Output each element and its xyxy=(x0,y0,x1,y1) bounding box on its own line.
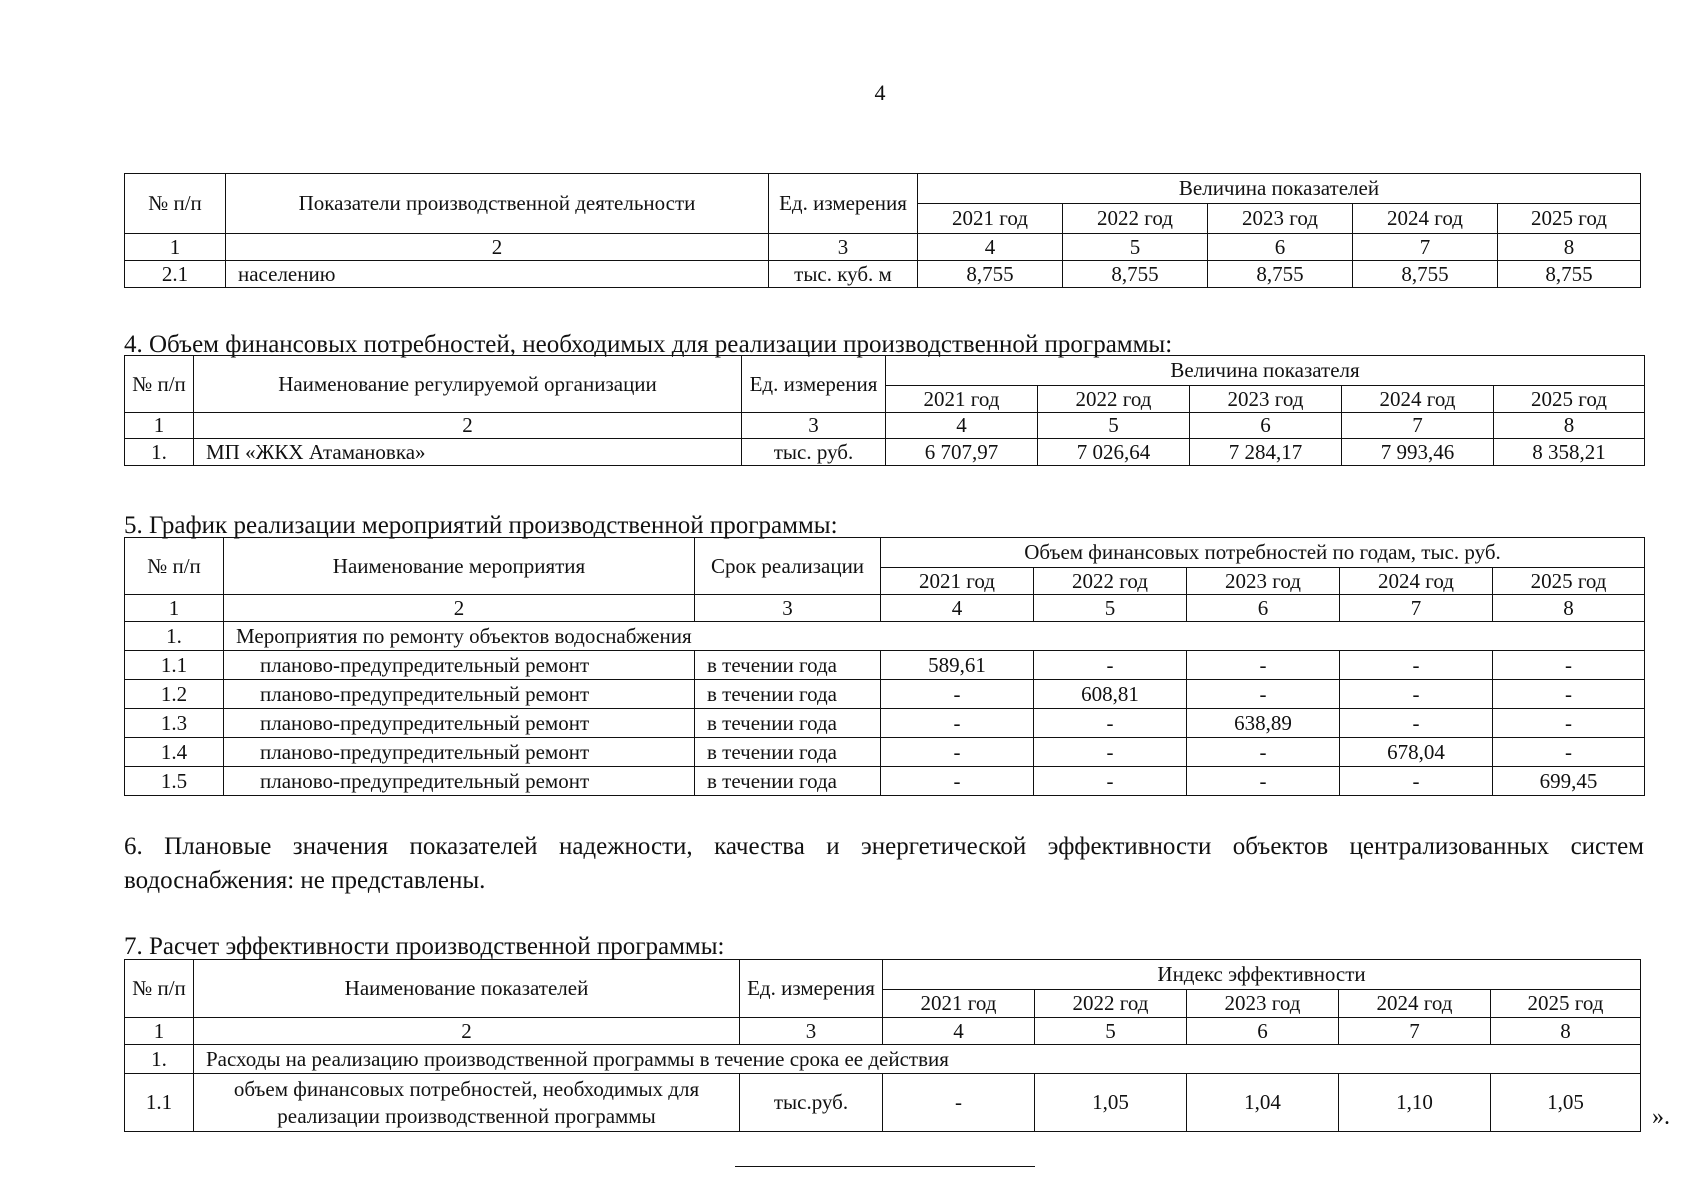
row-value: 7 284,17 xyxy=(1190,439,1342,466)
row-term: в течении года xyxy=(695,738,881,767)
group-name: Расходы на реализацию производственной программы в течение срока ее действия xyxy=(194,1045,1641,1074)
row-value: - xyxy=(1340,680,1493,709)
index-cell: 6 xyxy=(1187,1018,1339,1045)
index-cell: 5 xyxy=(1035,1018,1187,1045)
row-name: планово-предупредительный ремонт xyxy=(224,680,695,709)
row-value: - xyxy=(1340,651,1493,680)
row-value: 8 358,21 xyxy=(1494,439,1645,466)
index-cell: 7 xyxy=(1340,595,1493,622)
row-value: - xyxy=(881,738,1034,767)
row-number: 1.1 xyxy=(125,651,224,680)
production-indicators-table xyxy=(124,173,1641,288)
header-unit: Ед. измерения xyxy=(740,960,883,1018)
index-cell: 4 xyxy=(881,595,1034,622)
column-index-row xyxy=(125,1018,1641,1045)
row-name: планово-предупредительный ремонт xyxy=(224,651,695,680)
row-value: - xyxy=(1034,767,1187,796)
header-year: 2023 год xyxy=(1208,204,1353,234)
index-cell: 6 xyxy=(1187,595,1340,622)
row-value: - xyxy=(883,1074,1035,1132)
row-name: планово-предупредительный ремонт xyxy=(224,767,695,796)
row-value: 699,45 xyxy=(1493,767,1645,796)
page-number: 4 xyxy=(874,80,886,105)
header-year: 2022 год xyxy=(1035,990,1187,1018)
table-row xyxy=(125,767,1645,796)
header-year: 2023 год xyxy=(1190,386,1342,413)
row-value: - xyxy=(1187,738,1340,767)
header-year: 2021 год xyxy=(883,990,1035,1018)
row-term: в течении года xyxy=(695,709,881,738)
row-value: 8,755 xyxy=(1353,261,1498,288)
row-number: 1.5 xyxy=(125,767,224,796)
row-value: 7 993,46 xyxy=(1342,439,1494,466)
header-year: 2024 год xyxy=(1340,568,1493,595)
index-cell: 4 xyxy=(886,413,1038,439)
index-cell: 6 xyxy=(1190,413,1342,439)
row-name: объем финансовых потребностей, необходимых для реализации производственной программы xyxy=(194,1074,740,1132)
row-value: 8,755 xyxy=(1498,261,1641,288)
row-unit: тыс.руб. xyxy=(740,1074,883,1132)
column-index-row xyxy=(125,595,1645,622)
index-cell: 1 xyxy=(125,595,224,622)
header-values-group: Величина показателей xyxy=(918,174,1641,204)
header-number: № п/п xyxy=(125,174,226,234)
header-year: 2022 год xyxy=(1038,386,1190,413)
header-year: 2022 год xyxy=(1034,568,1187,595)
header-indicator-name: Наименование показателей xyxy=(194,960,740,1018)
row-value: - xyxy=(1493,738,1645,767)
row-value: 638,89 xyxy=(1187,709,1340,738)
header-organization-name: Наименование регулируемой организации xyxy=(194,356,742,413)
index-cell: 3 xyxy=(742,413,886,439)
group-name: Мероприятия по ремонту объектов водоснабжения xyxy=(224,622,1645,651)
index-cell: 8 xyxy=(1493,595,1645,622)
row-value: 8,755 xyxy=(1208,261,1353,288)
row-value: 1,05 xyxy=(1491,1074,1641,1132)
row-value: - xyxy=(1187,680,1340,709)
index-cell: 2 xyxy=(226,234,769,261)
header-term: Срок реализации xyxy=(695,538,881,595)
header-unit: Ед. измерения xyxy=(742,356,886,413)
header-values-group: Индекс эффективности xyxy=(883,960,1641,990)
index-cell: 1 xyxy=(125,234,226,261)
row-number: 1. xyxy=(125,439,194,466)
index-cell: 3 xyxy=(740,1018,883,1045)
row-value: - xyxy=(881,680,1034,709)
row-number: 1.3 xyxy=(125,709,224,738)
table-row xyxy=(125,738,1645,767)
header-year: 2024 год xyxy=(1339,990,1491,1018)
row-value: - xyxy=(1187,651,1340,680)
table-row xyxy=(125,261,1641,288)
group-row xyxy=(125,1045,1641,1074)
row-unit: тыс. куб. м xyxy=(769,261,918,288)
row-value: - xyxy=(1493,680,1645,709)
index-cell: 2 xyxy=(194,413,742,439)
column-index-row xyxy=(125,234,1641,261)
header-activity-name: Наименование мероприятия xyxy=(224,538,695,595)
row-name: МП «ЖКХ Атамановка» xyxy=(194,439,742,466)
index-cell: 5 xyxy=(1034,595,1187,622)
index-cell: 5 xyxy=(1038,413,1190,439)
row-term: в течении года xyxy=(695,767,881,796)
index-cell: 4 xyxy=(918,234,1063,261)
row-value: 8,755 xyxy=(1063,261,1208,288)
index-cell: 8 xyxy=(1491,1018,1641,1045)
group-row xyxy=(125,622,1645,651)
index-cell: 4 xyxy=(883,1018,1035,1045)
header-year: 2024 год xyxy=(1353,204,1498,234)
row-value: 7 026,64 xyxy=(1038,439,1190,466)
table-row xyxy=(125,680,1645,709)
header-year: 2021 год xyxy=(918,204,1063,234)
index-cell: 5 xyxy=(1063,234,1208,261)
row-number: 1.4 xyxy=(125,738,224,767)
table-row xyxy=(125,709,1645,738)
closing-quote-mark: ». xyxy=(1652,1104,1670,1130)
index-cell: 3 xyxy=(769,234,918,261)
row-value: - xyxy=(1034,651,1187,680)
row-value: - xyxy=(1493,651,1645,680)
row-term: в течении года xyxy=(695,651,881,680)
row-value: - xyxy=(1034,738,1187,767)
header-year: 2025 год xyxy=(1493,568,1645,595)
row-value: 589,61 xyxy=(881,651,1034,680)
header-year: 2025 год xyxy=(1494,386,1645,413)
row-number: 2.1 xyxy=(125,261,226,288)
header-values-group: Объем финансовых потребностей по годам, тыс. руб. xyxy=(881,538,1645,568)
group-number: 1. xyxy=(125,622,224,651)
index-cell: 6 xyxy=(1208,234,1353,261)
table-row xyxy=(125,439,1645,466)
row-value: - xyxy=(1493,709,1645,738)
index-cell: 7 xyxy=(1342,413,1494,439)
index-cell: 7 xyxy=(1353,234,1498,261)
row-term: в течении года xyxy=(695,680,881,709)
financial-needs-table xyxy=(124,355,1645,466)
header-year: 2025 год xyxy=(1498,204,1641,234)
header-number: № п/п xyxy=(125,960,194,1018)
index-cell: 1 xyxy=(125,1018,194,1045)
row-value: - xyxy=(881,709,1034,738)
header-year: 2021 год xyxy=(881,568,1034,595)
section-5-heading: 5. График реализации мероприятий производственной программы: xyxy=(124,512,838,539)
row-value: - xyxy=(1340,767,1493,796)
header-year: 2021 год xyxy=(886,386,1038,413)
group-number: 1. xyxy=(125,1045,194,1074)
row-value: 678,04 xyxy=(1340,738,1493,767)
row-name: планово-предупредительный ремонт xyxy=(224,709,695,738)
row-unit: тыс. руб. xyxy=(742,439,886,466)
index-cell: 2 xyxy=(224,595,695,622)
section-4-heading: 4. Объем финансовых потребностей, необходимых для реализации производственной программы: xyxy=(124,331,1173,358)
row-value: 6 707,97 xyxy=(886,439,1038,466)
header-year: 2023 год xyxy=(1187,568,1340,595)
header-number: № п/п xyxy=(125,356,194,413)
table-row xyxy=(125,651,1645,680)
activity-schedule-table xyxy=(124,537,1645,796)
row-value: 1,05 xyxy=(1035,1074,1187,1132)
index-cell: 8 xyxy=(1494,413,1645,439)
header-year: 2022 год xyxy=(1063,204,1208,234)
table-row xyxy=(125,1074,1641,1132)
index-cell: 2 xyxy=(194,1018,740,1045)
row-value: - xyxy=(1340,709,1493,738)
row-value: 608,81 xyxy=(1034,680,1187,709)
index-cell: 1 xyxy=(125,413,194,439)
section-7-heading: 7. Расчет эффективности производственной программы: xyxy=(124,933,725,960)
header-unit: Ед. измерения xyxy=(769,174,918,234)
row-value: 8,755 xyxy=(918,261,1063,288)
row-number: 1.2 xyxy=(125,680,224,709)
header-indicator-name: Показатели производственной деятельности xyxy=(226,174,769,234)
header-year: 2023 год xyxy=(1187,990,1339,1018)
row-name: планово-предупредительный ремонт xyxy=(224,738,695,767)
section-6-paragraph: 6. Плановые значения показателей надежности, качества и энергетической эффективности объектов централизованных систем водоснабжения: не представлены. xyxy=(124,833,1644,894)
row-value: 1,04 xyxy=(1187,1074,1339,1132)
row-value: - xyxy=(881,767,1034,796)
header-values-group: Величина показателя xyxy=(886,356,1645,386)
efficiency-table xyxy=(124,959,1641,1132)
index-cell: 8 xyxy=(1498,234,1641,261)
footer-divider xyxy=(735,1166,1035,1167)
row-value: 1,10 xyxy=(1339,1074,1491,1132)
row-value: - xyxy=(1187,767,1340,796)
header-number: № п/п xyxy=(125,538,224,595)
index-cell: 3 xyxy=(695,595,881,622)
row-number: 1.1 xyxy=(125,1074,194,1132)
index-cell: 7 xyxy=(1339,1018,1491,1045)
header-year: 2025 год xyxy=(1491,990,1641,1018)
row-value: - xyxy=(1034,709,1187,738)
column-index-row xyxy=(125,413,1645,439)
header-year: 2024 год xyxy=(1342,386,1494,413)
row-name: населению xyxy=(226,261,769,288)
